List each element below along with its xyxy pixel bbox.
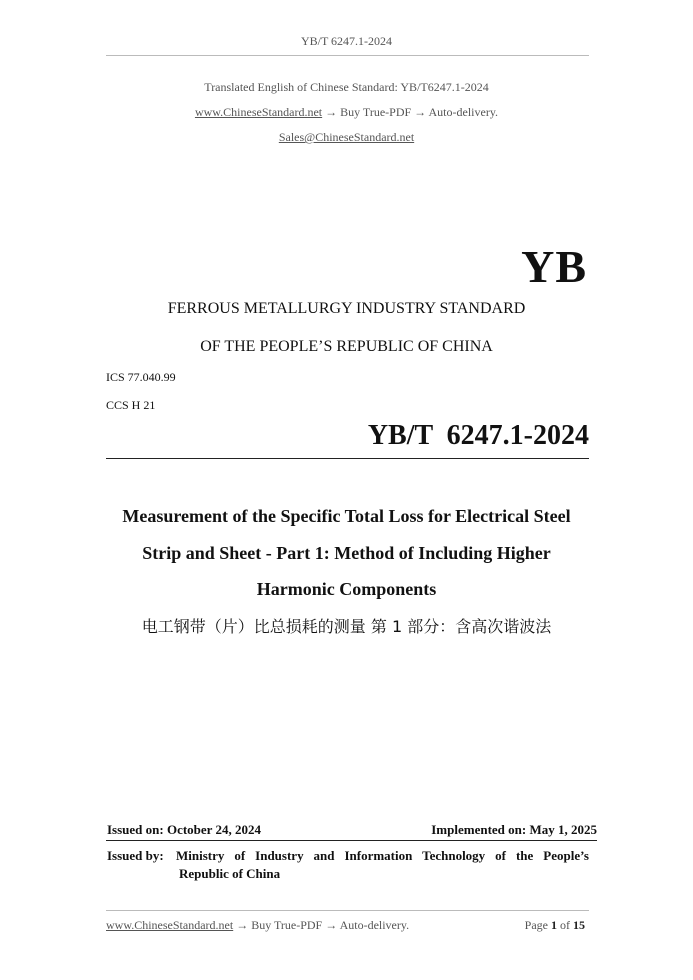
translation-note: Translated English of Chinese Standard: YB/T6247.1-2024 — [204, 80, 489, 94]
title-line2: Strip and Sheet - Part 1: Method of Including Higher — [142, 543, 551, 563]
issued-date: Issued on: October 24, 2024 — [107, 822, 261, 837]
ics-code: ICS 77.040.99 — [106, 370, 176, 384]
standard-type-line2: OF THE PEOPLE’S REPUBLIC OF CHINA — [200, 338, 493, 355]
site-link[interactable]: www.ChineseStandard.net — [194, 105, 323, 119]
page-number: 1 — [551, 918, 557, 932]
header-divider — [106, 55, 589, 56]
email-link[interactable]: Sales@ChineseStandard.net — [278, 130, 415, 144]
issuer-text-line2: Republic of China — [179, 866, 281, 881]
title-line1: Measurement of the Specific Total Loss for Electrical Steel — [122, 506, 571, 526]
standard-number: YB/T 6247.1-2024 — [367, 420, 589, 451]
ccs-code: CCS H 21 — [106, 398, 156, 412]
title-line3: Harmonic Components — [256, 579, 437, 599]
dates-rule — [106, 840, 597, 841]
purchase-line — [0, 105, 693, 120]
purchase-text: → Buy True-PDF → Auto-delivery. — [322, 105, 499, 119]
standard-number-rule — [106, 458, 589, 459]
issuer-label: Issued by: — [107, 848, 164, 863]
footer-divider — [106, 910, 589, 911]
page-indicator — [525, 918, 585, 933]
footer-site-link[interactable]: www.ChineseStandard.net — [106, 918, 234, 932]
running-header: YB/T 6247.1-2024 — [300, 34, 393, 48]
footer-purchase — [106, 918, 409, 933]
page-total: 15 — [573, 918, 585, 932]
page-word: Page — [524, 918, 548, 932]
chinese-title: 电工钢带（片）比总损耗的测量 第 1 部分：含高次谐波法 — [141, 617, 552, 636]
standard-type-line1: FERROUS METALLURGY INDUSTRY STANDARD — [167, 300, 526, 317]
implemented-date: Implemented on: May 1, 2025 — [431, 822, 597, 837]
issuer-text-line1: Ministry of Industry and Information Technology of the People’s — [176, 848, 589, 863]
email-line — [0, 130, 693, 145]
footer-purchase-text: → Buy True-PDF → Auto-delivery. — [233, 918, 410, 932]
yb-logo: YB — [521, 241, 587, 292]
of-word: of — [560, 918, 570, 932]
